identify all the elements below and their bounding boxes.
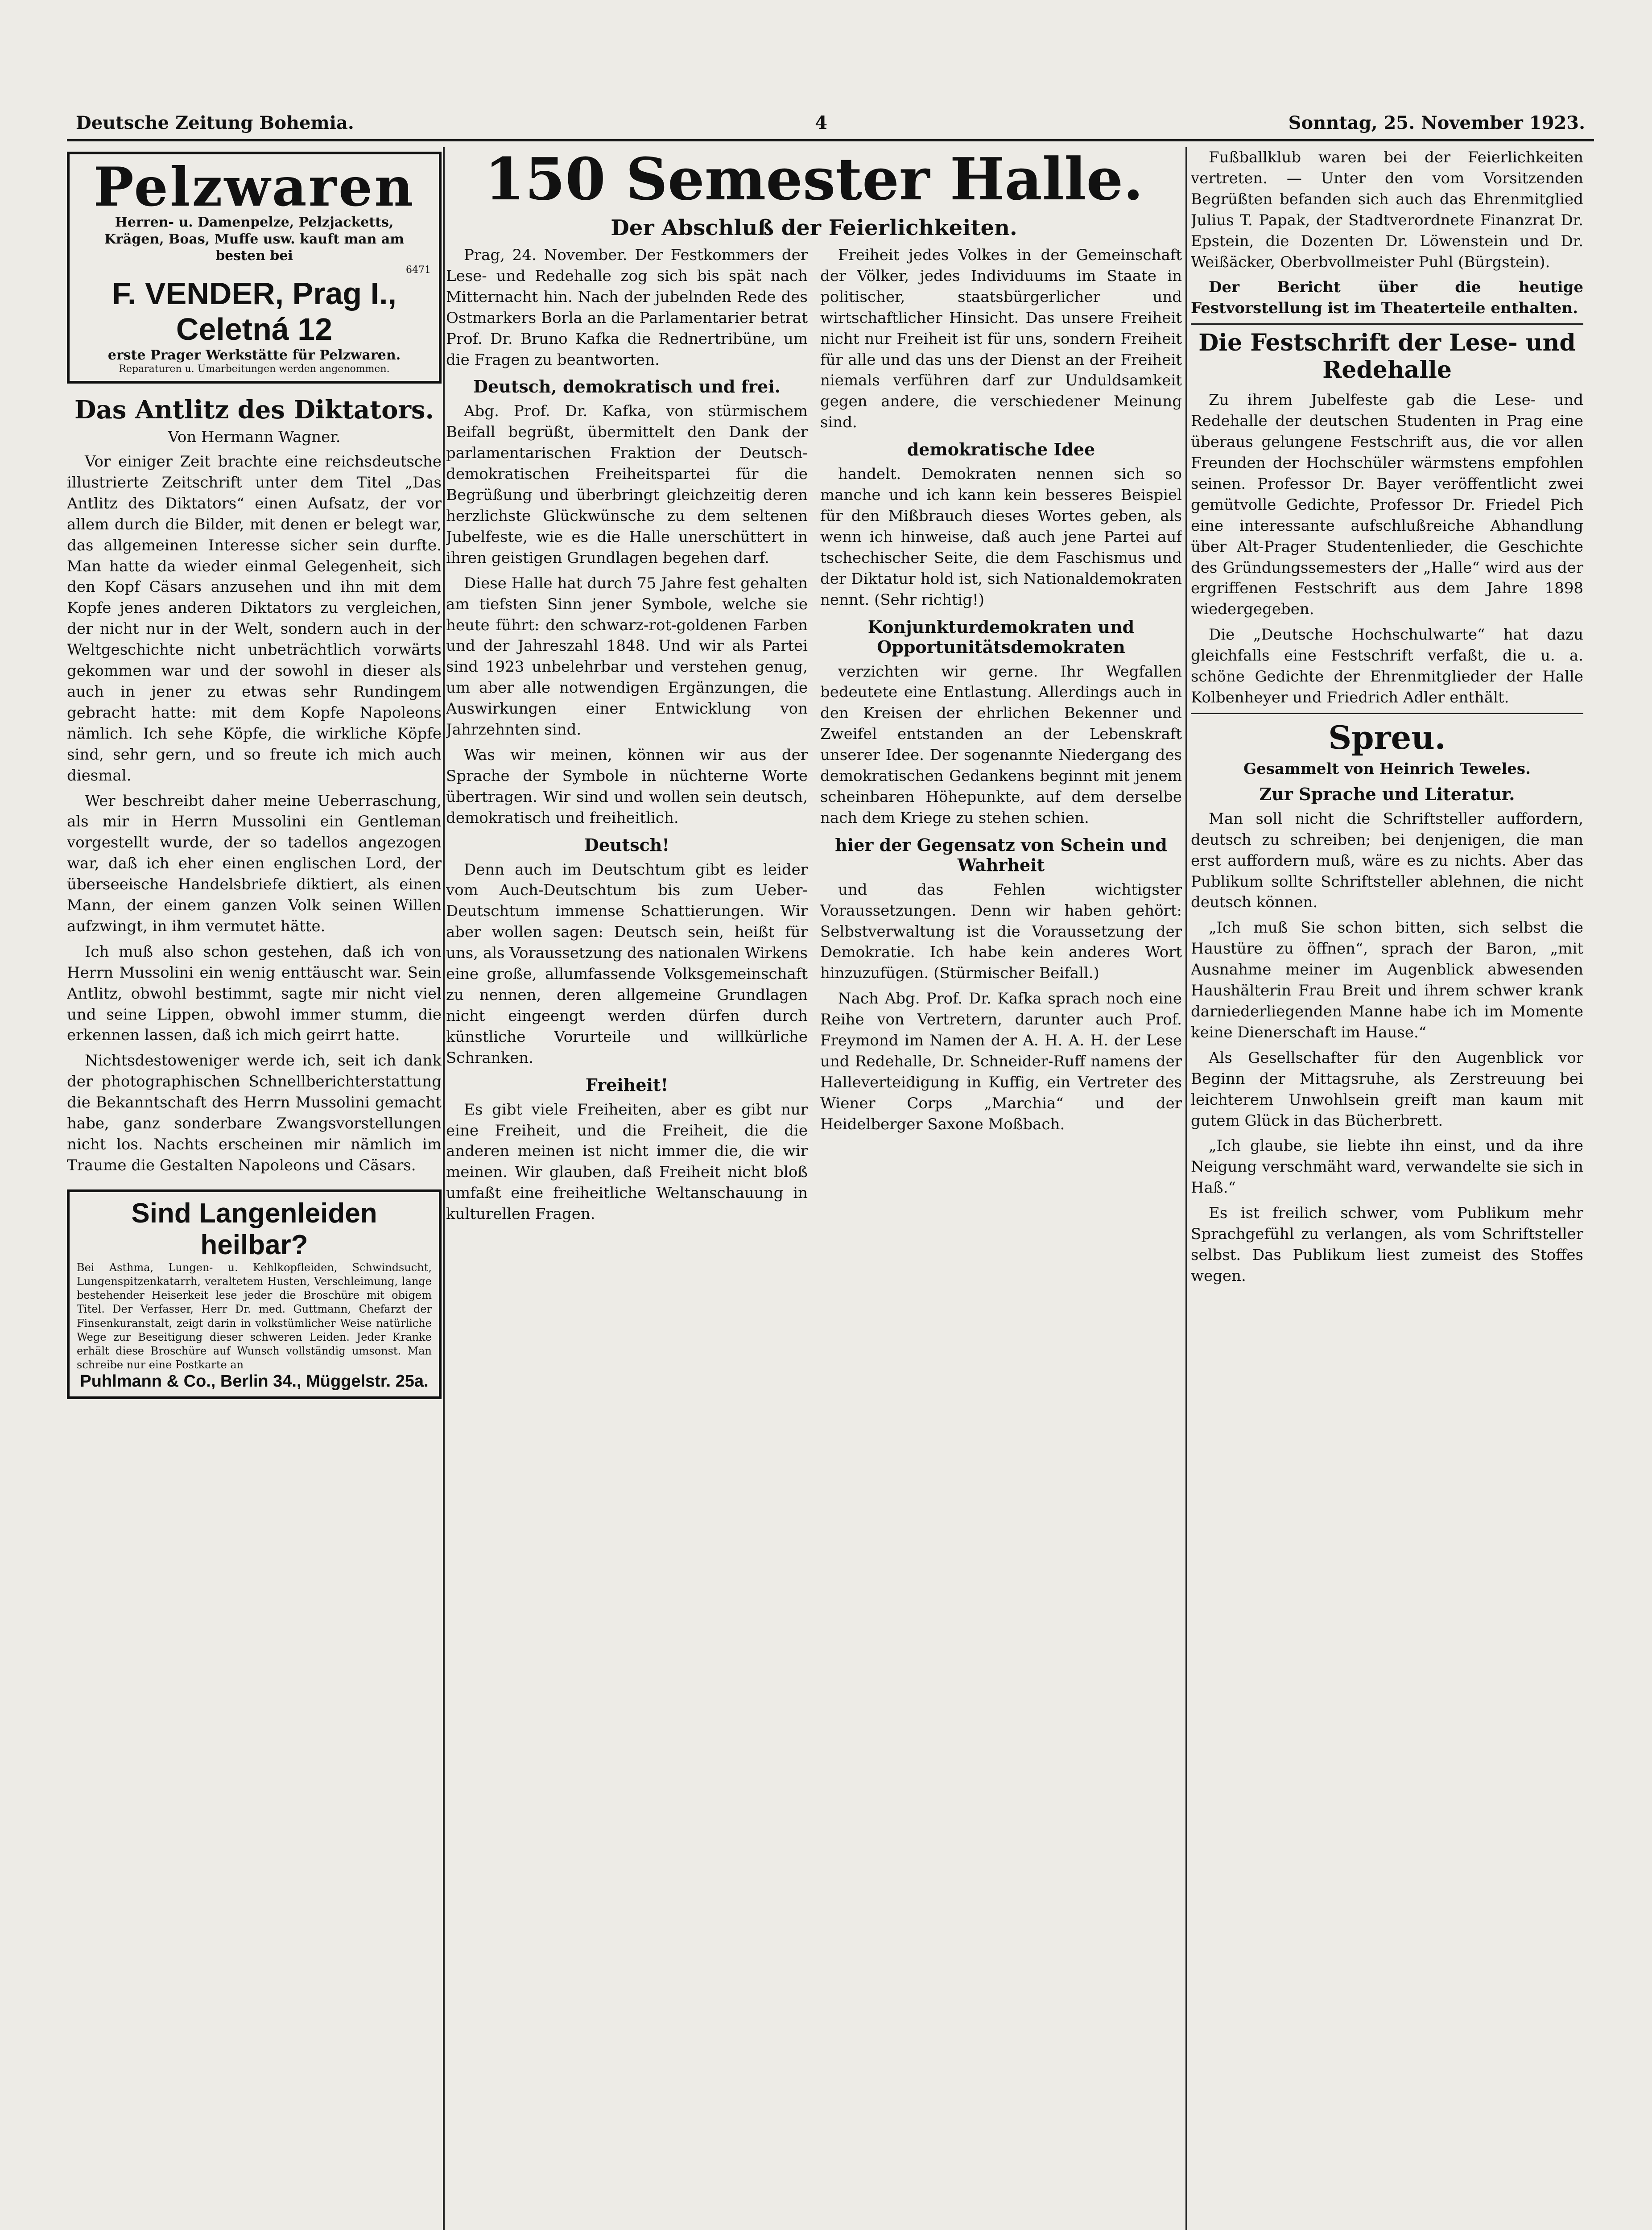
column-left [67,147,442,2230]
ad-firm: Puhlmann & Co., Berlin 34., Müggelstr. 25a. [80,1372,429,1391]
article-paragraph: Es ist freilich schwer, vom Publikum mehr Sprachgefühl zu verlangen, als vom Schriftsteller selbst. Das Publikum liest zumeist des Stoffes wegen. [1191,1204,1583,1285]
ad-text: Reparaturen u. Umarbeitungen werden angenommen. [119,363,390,375]
subcolumn-left [446,245,808,1229]
divider [1191,713,1583,714]
feature-byline: Gesammelt von Heinrich Teweles. [1243,760,1531,778]
divider [1191,323,1583,325]
issue-date: Sonntag, 25. November 1923. [1288,112,1585,133]
article-paragraph: Es gibt viele Freiheiten, aber es gibt nur eine Freiheit, und die Freiheit, die die anderen meinen ist nicht immer die, die wir meinen. Wir glauben, daß Freiheit nicht bloß umfaßt eine freiheitliche Weltanschauung in kulturellen Fragen. [446,1100,808,1223]
article-paragraph: Die „Deutsche Hochschulwarte“ hat dazu gleichfalls eine Festschrift verfaßt, die u. a. schöne Gedichte der Ehrenmitglieder der Halle Kolbenheyer und Friedrich Adler enthält. [1191,626,1583,706]
article-paragraph: „Ich glaube, sie liebte ihn einst, und da ihre Neigung verschmäht ward, verwandelte sie sich in Haß.“ [1191,1137,1583,1197]
ad-text: Krägen, Boas, Muffe usw. kauft man am [104,231,405,247]
column-center [446,147,1182,2230]
ad-text: Bei Asthma, Lungen- u. Kehlkopfleiden, Schwindsucht, Lungenspitzenkatarrh, veraltetem Husten, Verschleimung, lange bestehender Heiserkeit lese jeder die Broschüre mit obigem Titel. Der Verfasser, Herr Dr. med. Guttmann, Chefarzt der Finsenkuranstalt, zeigt darin in volkstümlicher Weise natürliche Wege zur Beseitigung dieser schweren Leiden. Jeder Kranke erhält diese Broschüre auf Wunsch vollständig umsonst. Man schreibe nur eine Postkarte an [77,1261,432,1371]
page-number: 4 [815,112,828,133]
article-byline: Von Hermann Wagner. [168,428,341,446]
article-paragraph: Abg. Prof. Dr. Kafka, von stürmischem Beifall begrüßt, übermittelt den Dank der parlamentarischen Fraktion der Deutsch-demokratischen Freiheitspartei für die Begrüßung und überbringt gleichzeitig deren herzlichste Glückwünsche zu dem seltenen Jubelfeste, wie es die Halle unerschüttert in ihren geistigen Grundlagen begehen darf. [446,402,808,567]
ad-title: Sind Langenleiden heilbar? [131,1198,377,1260]
subcolumn-right [820,245,1182,1229]
article-paragraph: Der Bericht über die heutige Festvorstellung ist im Theaterteile enthalten. [1191,278,1583,318]
article-paragraph: Man soll nicht die Schriftsteller auffordern, deutsch zu schreiben; bei denjenigen, die man erst auffordern muß, wäre es zu nichts. Aber das Publikum sollte Schriftsteller ablehnen, die nicht deutsch können. [1191,809,1583,912]
main-headline: 150 Semester Halle. [484,147,1144,213]
article-paragraph: verzichten wir gerne. Ihr Wegfallen bedeutete eine Entlastung. Allerdings auch in den Kreisen der ehrlichen Bekenner und Zweifel entstanden an der Lebenskraft unserer Idee. Der sogenannte Niedergang des demokratischen Gedankens beginnt mit jenem scheinbaren Höhepunkte, auf dem derselbe nach dem Kriege zu stehen schien. [820,662,1182,827]
article-headline: Die Festschrift der Lese- und Redehalle [1198,329,1576,384]
article-paragraph: Vor einiger Zeit brachte eine reichsdeutsche illustrierte Zeitschrift unter dem Titel „Das Antlitz des Diktators“ einen Aufsatz, der vor allem durch die Bilder, mit denen er belegt war, das allgemeinen Interesse sicher sein durfte. Man hatte da wieder einmal Gelegenheit, sich den Kopf Cäsars anzusehen und ihn mit dem Kopfe jenes anderen Diktators zu vergleichen, der nicht nur in der Welt, sondern auch in der Weltgeschichte nicht unbeträchtlich vorwärts gekommen war und der sowohl in dieser als auch in jener zu etwas sehr Rundingem gebracht hatte: mit dem Kopfe Napoleons nämlich. Ich sehe Köpfe, die wirkliche Köpfe sind, sehr gern, und so freute ich mich auch diesmal. [67,453,442,785]
article-paragraph: Als Gesellschafter für den Augenblick vor Beginn der Mittagsruhe, als Zerstreuung bei leichterem Unwohlsein greift man kaum mit gutem Glück in das Bücherbrett. [1191,1049,1583,1130]
article-paragraph: Diese Halle hat durch 75 Jahre fest gehalten am tiefsten Sinn jener Symbole, welche sie heute führt: den schwarz-rot-goldenen Farben und der Jahreszahl 1848. Und wir als Partei sind 1923 unbelehrbar und verstehen genug, um aber alle notwendigen Ergänzungen, die Auswirkungen einer Entwicklung von Jahrzehnten sind. [446,574,808,739]
article-paragraph: Was wir meinen, können wir aus der Sprache der Symbole in nüchterne Worte übertragen. Wir sind und wollen sein deutsch, demokratisch und freiheitlich. [446,746,808,827]
article-paragraph: handelt. Demokraten nennen sich so manche und ich kann kein besseres Beispiel für den Mißbrauch dieses Wortes geben, als wenn ich hinweise, daß auch jene Partei auf tschechischer Seite, die dem Faschismus und der Diktatur hold ist, sich Nationaldemokraten nennt. (Sehr richtig!) [820,465,1182,609]
article-paragraph: Wer beschreibt daher meine Ueberraschung, als mir in Herrn Mussolini ein Gentleman vorgestellt wurde, der so tadellos angezogen war, daß ich eher einen englischen Lord, der überseeische Handelsbriefe diktiert, als einen Mann, der einem ganzen Volk seinen Willen aufzwingt, in ihm vermutet hätte. [67,792,442,935]
ad-text: besten bei [215,248,293,264]
ad-text: erste Prager Werkstätte für Pelzwaren. [107,347,401,363]
section-heading: Freiheit! [585,1074,669,1095]
ad-phone: 6471 [406,264,431,276]
ad-firm: F. VENDER, Prag I., Celetná 12 [112,276,396,347]
article-paragraph: Fußballklub waren bei der Feierlichkeiten vertreten. — Unter den vom Vorsitzenden Begrüßten befanden sich auch das Ehrenmitglied Julius T. Papak, der Stadtverordnete Finanzrat Dr. Epstein, die Dozenten Dr. Löwenstein und Dr. Weißäcker, Oberbvollmeister Puhl (Bürgstein). [1191,149,1583,271]
article-paragraph: Ich muß also schon gestehen, daß ich von Herrn Mussolini ein wenig enttäuscht war. Sein Antlitz, obwohl bestimmt, sagte mir nicht viel und seine Lippen, obwohl immer stumm, die erkennen lassen, daß ich mich geirrt hatte. [67,942,442,1045]
article-paragraph: Zu ihrem Jubelfeste gab die Lese- und Redehalle der deutschen Studenten in Prag eine überaus gelungene Festschrift aus, die vor allen Freunden der Hochschüler wärmstens empfohlen seinen. Professor Dr. Bayer veröffentlicht zwei gemütvolle Gedichte, Professor Dr. Friedel Pich eine interessante aufschlußreiche Abhandlung über Alt-Prager Studentenlieder, die Geschichte des Gründungssemesters der „Halle“ wird aus der ergriffenen Festschrift aus dem Jahre 1898 wiedergegeben. [1191,391,1583,619]
feature-headline: Spreu. [1328,718,1446,756]
article-headline: Das Antlitz des Diktators. [74,395,434,425]
section-heading: Zur Sprache und Literatur. [1259,784,1515,804]
main-subheadline: Der Abschluß der Feierlichkeiten. [611,215,1017,240]
article-paragraph: „Ich muß Sie schon bitten, sich selbst die Haustüre zu öffnen“, sprach der Baron, „mit Ausnahme meiner im Augenblick abwesenden Haushälterin Frau Breit und ihrem schwer krank darniederliegenden Manne habe ich im Momente keine Dienerschaft im Hause.“ [1191,919,1583,1041]
masthead [76,107,1585,138]
column-right [1191,147,1583,2230]
section-heading: demokratische Idee [907,439,1095,460]
article-paragraph: und das Fehlen wichtigster Voraussetzungen. Denn wir haben gehört: Selbstverwaltung ist die Voraussetzung der Demokratie. Ich habe kein anderes Wort hinzuzufügen. (Stürmischer Beifall.) [820,880,1182,983]
section-heading: Deutsch! [584,834,670,855]
section-heading: Deutsch, demokratisch und frei. [473,376,781,397]
article-paragraph: Freiheit jedes Volkes in der Gemeinschaft der Völker, jedes Individuums im Staate in politischer, staatsbürgerlicher und wirtschaftlicher Hinsicht. Das unsere Freiheit nicht nur Freiheit ist für uns, sondern Freiheit für alle und das uns der Dienst an der Freiheit niemals verführen darf zur Unduldsamkeit gegen andere, die verschiedener Meinung sind. [820,246,1182,432]
article-paragraph: Nichtsdestoweniger werde ich, seit ich dank der photographischen Schnellberichterstattung die Bekanntschaft des Herrn Mussolini gemacht habe, ganz sonderbare Zwangsvorstellungen nicht los. Nachts erscheinen mir nämlich im Traume die Gestalten Napoleons und Cäsars. [67,1052,442,1174]
two-column-body [446,245,1182,1229]
ad-title: Pelzwaren [93,156,415,219]
paper-name: Deutsche Zeitung Bohemia. [76,112,354,133]
ad-text: Herren- u. Damenpelze, Pelzjacketts, [115,215,394,230]
section-heading: hier der Gegensatz von Schein und Wahrheit [835,834,1167,875]
section-heading: Konjunkturdemokraten und Opportunitätsdemokraten [867,616,1135,657]
article-paragraph: Denn auch im Deutschtum gibt es leider vom Auch-Deutschtum bis zum Ueber-Deutschtum immense Schattierungen. Wir aber wollen sagen: Deutsch sein, heißt für uns, als Voraussetzung des nationalen Wirkens eine große, allumfassende Volksgemeinschaft zu nennen, deren allgemeine Grundlagen nicht eingeengt werden dürfen durch künstliche Vorurteile und willkürliche Schranken. [446,860,808,1067]
column-divider [443,147,445,2230]
masthead-rule [67,139,1594,141]
article-paragraph: Nach Abg. Prof. Dr. Kafka sprach noch eine Reihe von Vertretern, darunter auch Prof. Freymond im Namen der A. H. A. H. der Lese und Redehalle, Dr. Schneider-Ruff namens der Halleverteidigung in Kuffig, ein Vertreter des Wiener Corps „Marchia“ und der Heidelberger Saxone Moßbach. [820,990,1182,1133]
column-divider [1185,147,1187,2230]
health-advertisement [67,1189,442,1400]
article-paragraph: Prag, 24. November. Der Festkommers der Lese- und Redehalle zog sich bis spät nach Mitternacht hin. Nach der jubelnden Rede des Ostmarkers Borla an die Parlamentarier betrat Prof. Dr. Bruno Kafka die Rednertribüne, um die Fragen zu beantworten. [446,246,808,369]
fur-advertisement [67,152,442,384]
